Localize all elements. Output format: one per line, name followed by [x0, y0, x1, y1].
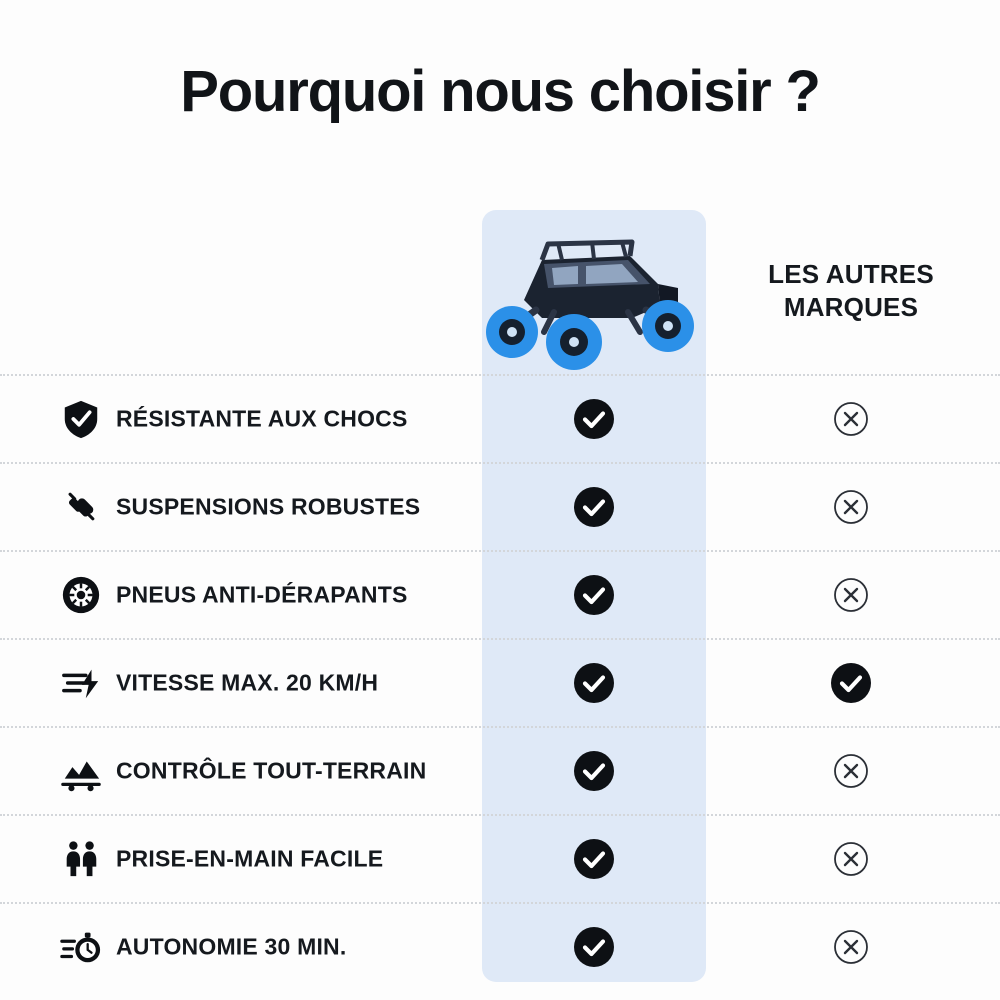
feature-label: CONTRÔLE TOUT-TERRAIN [116, 757, 427, 784]
comparison-rows [0, 374, 1000, 990]
table-row [0, 462, 1000, 550]
table-row [0, 902, 1000, 990]
our-brand-mark [482, 839, 706, 879]
speed-bolt-icon [58, 660, 104, 706]
shield-icon [58, 396, 104, 442]
other-brand-mark [716, 401, 986, 437]
feature-label: SUSPENSIONS ROBUSTES [116, 493, 421, 520]
product-image [482, 214, 706, 370]
our-brand-mark [482, 575, 706, 615]
feature-label: RÉSISTANTE AUX CHOCS [116, 405, 408, 432]
table-row [0, 550, 1000, 638]
table-row [0, 726, 1000, 814]
other-brand-mark [716, 841, 986, 877]
table-row [0, 374, 1000, 462]
our-brand-mark [482, 487, 706, 527]
easy-handling-icon [58, 836, 104, 882]
other-brand-mark [716, 929, 986, 965]
offroad-terrain-icon [58, 748, 104, 794]
our-brand-mark [482, 399, 706, 439]
our-brand-mark [482, 927, 706, 967]
table-row [0, 814, 1000, 902]
tire-icon [58, 572, 104, 618]
our-brand-mark [482, 663, 706, 703]
other-brand-mark [716, 753, 986, 789]
feature-label: PNEUS ANTI-DÉRAPANTS [116, 581, 408, 608]
other-brand-mark [716, 577, 986, 613]
our-brand-mark [482, 751, 706, 791]
other-brands-header: LES AUTRES MARQUES [768, 259, 934, 322]
feature-label: AUTONOMIE 30 MIN. [116, 933, 347, 960]
page-title: Pourquoi nous choisir ? [180, 59, 820, 124]
table-row [0, 638, 1000, 726]
stopwatch-icon [58, 924, 104, 970]
other-brand-mark [716, 489, 986, 525]
feature-label: VITESSE MAX. 20 KM/H [116, 669, 379, 696]
shock-absorber-icon [58, 484, 104, 530]
feature-label: PRISE-EN-MAIN FACILE [116, 845, 384, 872]
other-brand-mark [716, 663, 986, 703]
